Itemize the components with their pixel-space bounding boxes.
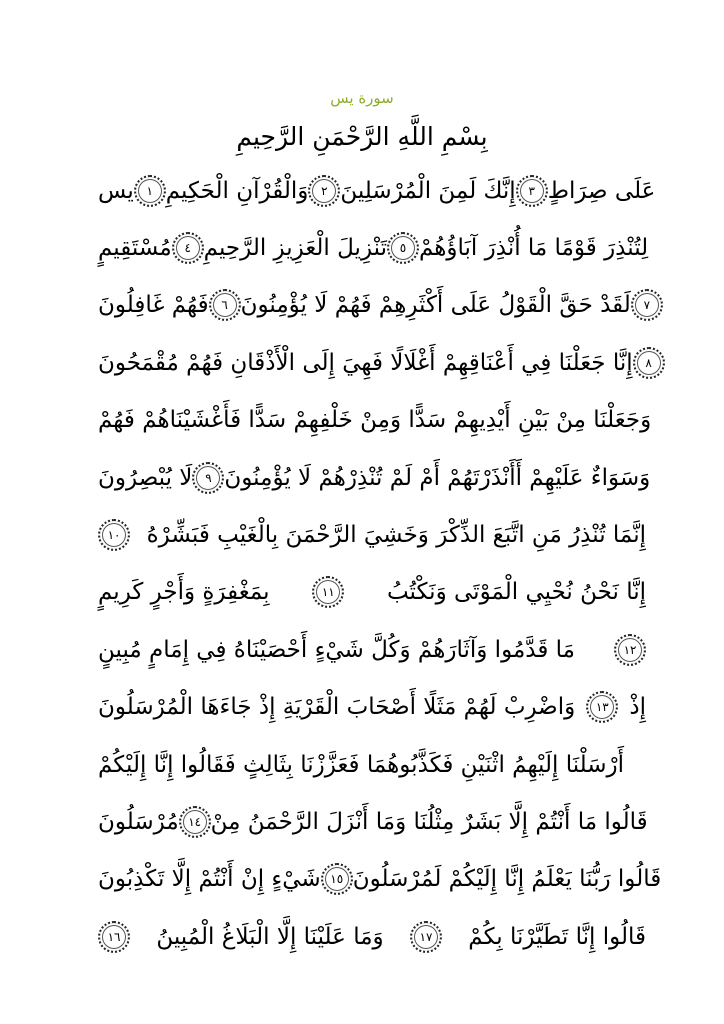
verse-line [98,277,651,334]
verse-text: إِنَّا جَعَلْنَا فِي أَعْنَاقِهِمْ أَغْلَالًا فَهِيَ إِلَى الْأَذْقَانِ فَهُمْ مُقْمَحُونَ [98,349,633,376]
ayah-number-marker: ١٥ [321,863,353,895]
ayah-number-marker: ٤ [172,232,204,264]
verse-text: بِمَغْفِرَةٍ وَأَجْرٍ كَرِيمٍ [98,579,270,606]
ayah-number-marker: ١ [134,175,166,207]
ayah-number-marker: ١٠ [98,519,130,551]
verse-text: لِتُنْذِرَ قَوْمًا مَا أُنْذِرَ آبَاؤُهُمْ [418,235,649,262]
verse-text: وَالْقُرْآنِ الْحَكِيمِ [165,177,309,204]
ayah-number-marker: ١٣ [586,691,618,723]
verse-text: تَنْزِيلَ الْعَزِيزِ الرَّحِيمِ [203,235,387,262]
verse-line [98,793,646,850]
verse-line [98,392,652,449]
verse-line [98,851,662,908]
ayah-number-marker: ٢ [308,175,340,207]
ayah-number-marker: ٨ [633,347,665,379]
ayah-number-marker: ٥ [387,232,419,264]
verse-line [98,449,651,506]
ayah-number-marker: ٧ [631,289,663,321]
verse-text: مُرْسَلُونَ [98,808,179,835]
verse-text: وَاضْرِبْ لَهُمْ مَثَلًا أَصْحَابَ الْقَرْيَةِ إِذْ جَاءَهَا الْمُرْسَلُونَ [98,694,576,721]
verse-line [98,162,656,219]
verse-text: إِنَّكَ لَمِنَ الْمُرْسَلِينَ [340,177,516,204]
verse-text: قَالُوا مَا أَنْتُمْ إِلَّا بَشَرٌ مِثْلُنَا وَمَا أَنْزَلَ الرَّحْمَنُ مِنْ [210,808,648,835]
verse-line [98,219,649,276]
verse-line [98,621,646,678]
verse-text: إِنَّا نَحْنُ نُحْيِي الْمَوْتَى وَنَكْتُبُ [386,579,646,606]
verse-text: وَسَوَاءٌ عَلَيْهِمْ أَأَنْذَرْتَهُمْ أَمْ لَمْ تُنْذِرْهُمْ لَا يُؤْمِنُونَ [224,464,651,491]
surah-title: سورة يس [330,89,394,107]
verse-text: فَهُمْ غَافِلُونَ [98,292,209,319]
verse-text: لَا يُبْصِرُونَ [98,464,193,491]
verse-text: عَلَى صِرَاطٍ [547,177,656,204]
verse-text: وَجَعَلْنَا مِنْ بَيْنِ أَيْدِيهِمْ سَدًّا وَمِنْ خَلْفِهِمْ سَدًّا فَأَغْشَيْنَاهُمْ فَهُمْ [98,407,652,434]
ayah-number-marker: ١٧ [410,921,442,953]
verse-lines [98,162,662,965]
ayah-number-marker: ٣ [516,175,548,207]
verse-line [98,506,646,563]
verse-text: قَالُوا إِنَّا تَطَيَّرْنَا بِكُمْ [468,923,646,950]
verse-text: إِذْ [629,694,646,721]
verse-text: قَالُوا رَبُّنَا يَعْلَمُ إِنَّا إِلَيْكُمْ لَمُرْسَلُونَ [352,866,662,893]
verse-line [98,564,646,621]
verse-line [98,679,646,736]
basmala: بِسْمِ اللَّهِ الرَّحْمَنِ الرَّحِيمِ [236,122,488,151]
verse-text: يس [98,177,134,204]
verse-text: أَرْسَلْنَا إِلَيْهِمُ اثْنَيْنِ فَكَذَّبُوهُمَا فَعَزَّزْنَا بِثَالِثٍ فَقَالُوا إِنَّا إِلَيْكُمْ [98,751,625,778]
ayah-number-marker: ١١ [312,576,344,608]
verse-line [98,736,646,793]
ayah-number-marker: ١٢ [614,634,646,666]
ayah-number-marker: ١٤ [179,806,211,838]
ayah-number-marker: ٩ [192,462,224,494]
verse-text: مَا قَدَّمُوا وَآثَارَهُمْ وَكُلَّ شَيْءٍ أَحْصَيْنَاهُ فِي إِمَامٍ مُبِينٍ [98,636,575,663]
verse-line [98,908,646,965]
verse-text: إِنَّمَا تُنْذِرُ مَنِ اتَّبَعَ الذِّكْرَ وَخَشِيَ الرَّحْمَنَ بِالْغَيْبِ فَبَشِّرْهُ [146,522,646,549]
ayah-number-marker: ١٦ [98,921,130,953]
verse-text: وَمَا عَلَيْنَا إِلَّا الْبَلَاغُ الْمُبِينُ [156,923,384,950]
ayah-number-marker: ٦ [209,289,241,321]
verse-text: لَقَدْ حَقَّ الْقَوْلُ عَلَى أَكْثَرِهِمْ فَهُمْ لَا يُؤْمِنُونَ [240,292,631,319]
verse-text: شَيْءٍ إِنْ أَنْتُمْ إِلَّا تَكْذِبُونَ [98,866,321,893]
verse-text: مُسْتَقِيمٍ [98,235,172,262]
verse-line [98,334,652,391]
